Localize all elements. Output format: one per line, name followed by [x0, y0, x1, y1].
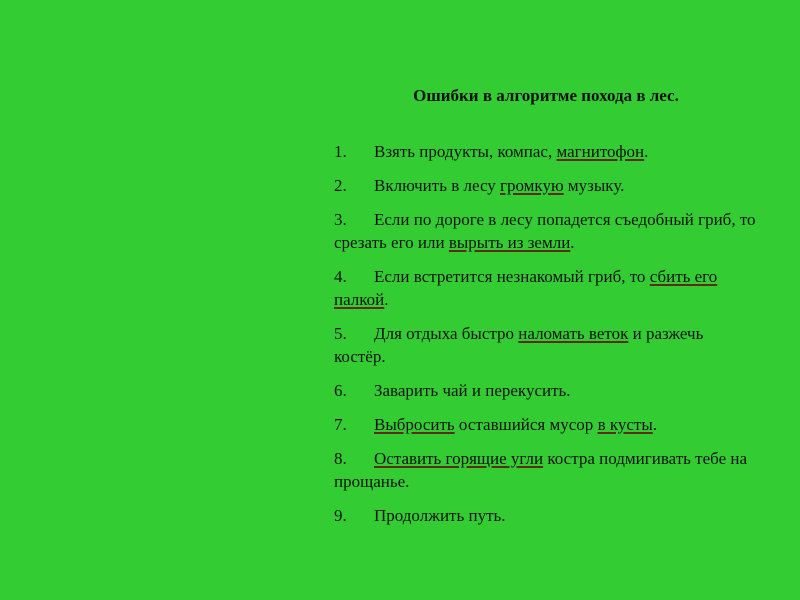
item-number: 5.	[334, 324, 347, 343]
item-text: .	[570, 233, 575, 252]
list-item	[334, 265, 758, 311]
item-text: .	[644, 142, 649, 161]
mistakes-list	[334, 140, 758, 538]
underlined-mistake: в кусты	[597, 415, 653, 434]
list-item	[334, 208, 758, 254]
item-number: 3.	[334, 210, 347, 229]
item-number: 7.	[334, 415, 347, 434]
item-number: 1.	[334, 142, 347, 161]
item-number: 2.	[334, 176, 347, 195]
item-text: Включить в лесу	[374, 176, 501, 195]
underlined-mistake: вырыть из земли	[448, 233, 571, 252]
item-text: оставшийся мусор	[454, 415, 598, 434]
list-item	[334, 322, 758, 368]
item-text: музыку.	[563, 176, 625, 195]
underlined-mistake: сбить его палкой	[334, 267, 718, 309]
underlined-mistake: наломать веток	[518, 324, 629, 343]
item-text: .	[384, 290, 389, 309]
item-text: и разжечь костёр.	[334, 324, 704, 366]
list-item	[334, 174, 758, 197]
item-number: 6.	[334, 381, 347, 400]
item-number: 4.	[334, 267, 347, 286]
item-text: Продолжить путь.	[374, 506, 506, 525]
item-number: 9.	[334, 506, 347, 525]
slide-title: Ошибки в алгоритме похода в лес.	[413, 86, 679, 105]
item-text: Заварить чай и перекусить.	[374, 381, 571, 400]
item-text: .	[652, 415, 658, 434]
list-item	[334, 504, 758, 527]
list-item	[334, 413, 758, 436]
underlined-mistake: магнитофон	[556, 142, 645, 161]
item-text: Если по дороге в лесу попадется съедобный гриб, то срезать его или	[334, 210, 756, 252]
underlined-mistake: громкую	[500, 176, 564, 195]
list-item	[334, 140, 758, 163]
underlined-mistake: Оставить горящие угли	[374, 449, 544, 468]
item-text: Для отдыха быстро	[374, 324, 519, 343]
list-item	[334, 447, 758, 493]
item-number: 8.	[334, 449, 347, 468]
item-text: Взять продукты, компас,	[374, 142, 557, 161]
item-text: костра подмигивать тебе на прощанье.	[334, 449, 748, 491]
underlined-mistake: Выбросить	[374, 415, 455, 434]
item-text: Если встретится незнакомый гриб, то	[374, 267, 650, 286]
list-item	[334, 379, 758, 402]
